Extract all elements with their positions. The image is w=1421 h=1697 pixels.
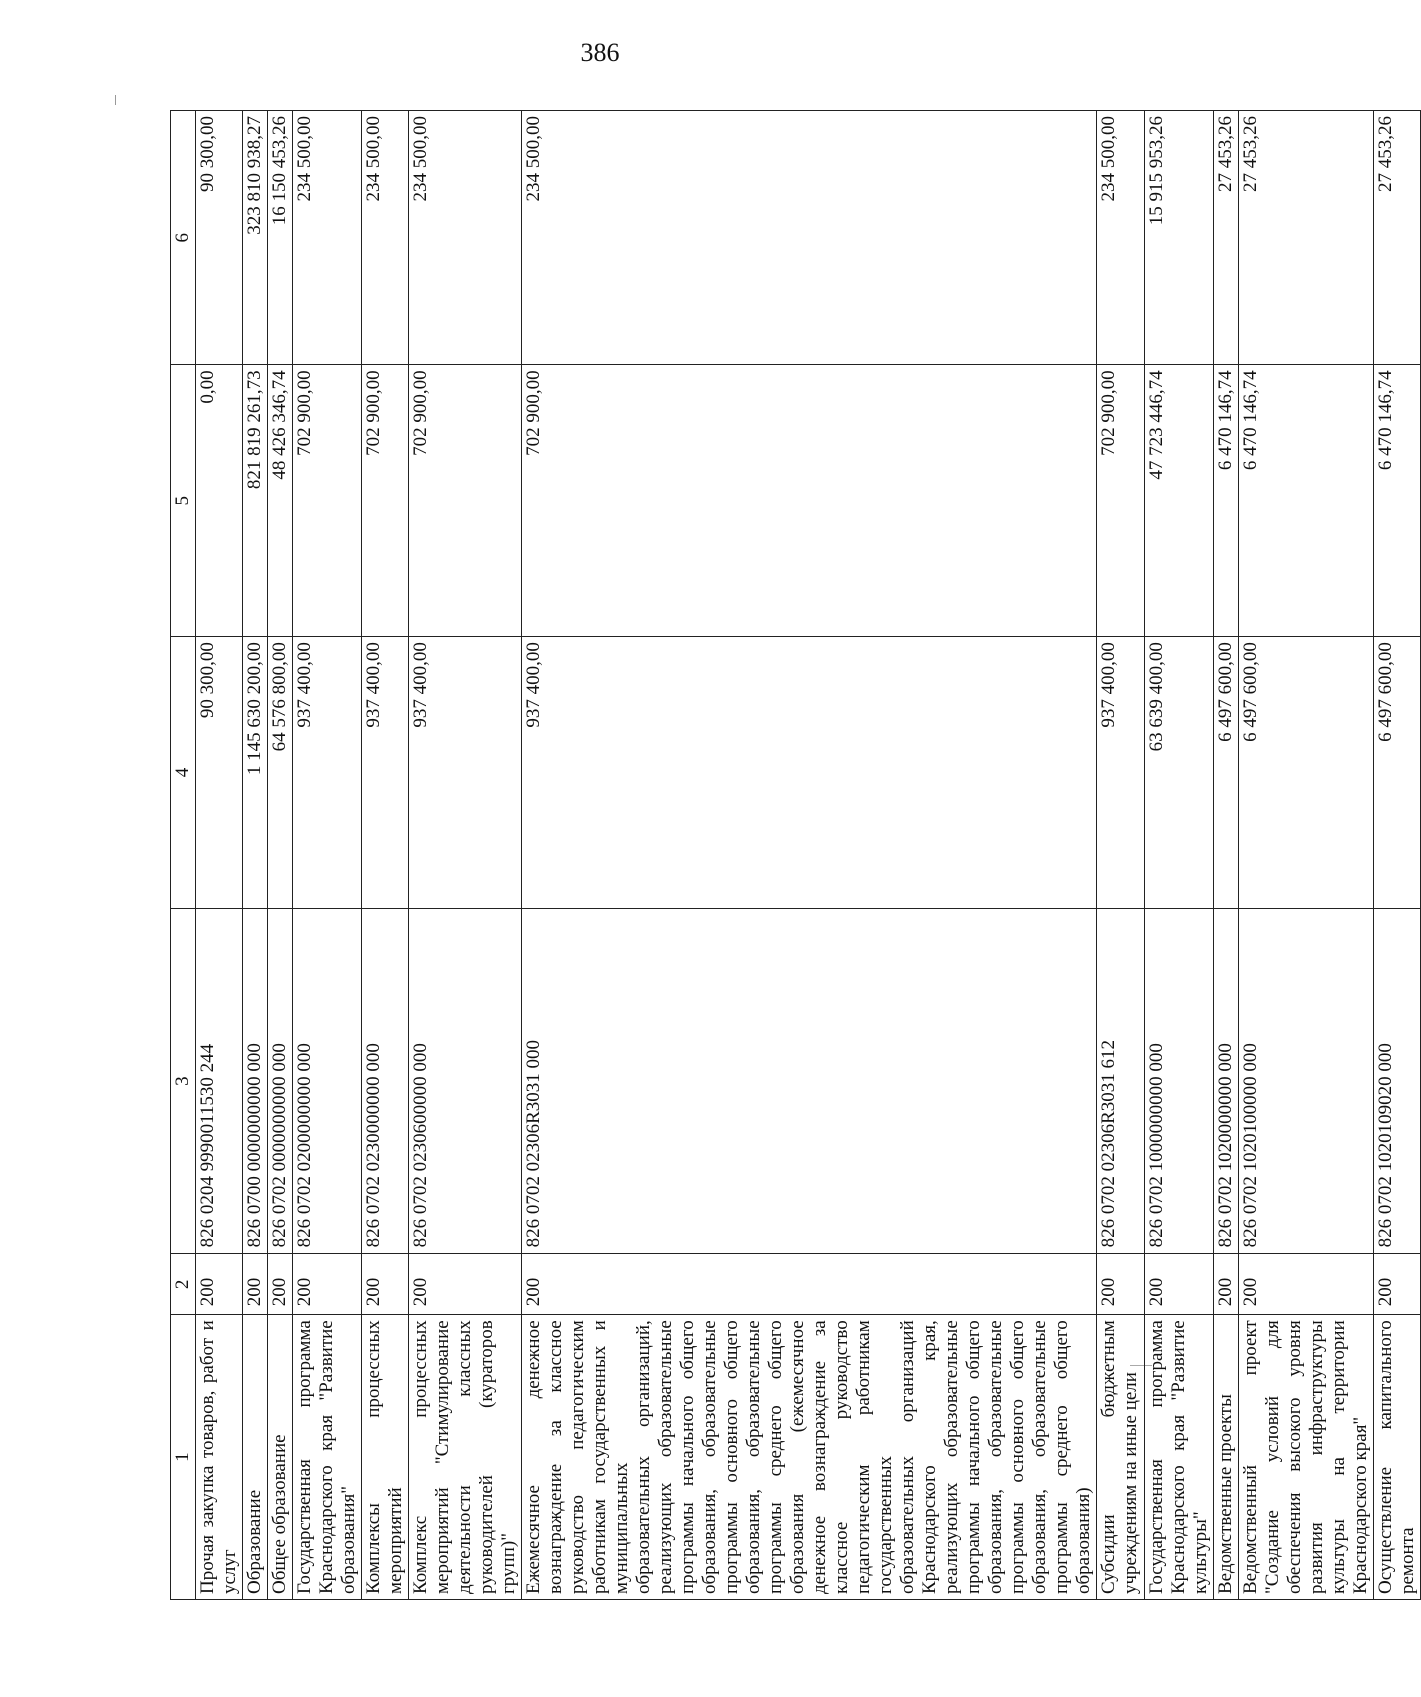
- row-code: 200: [1145, 1254, 1214, 1315]
- table-row: [243, 111, 268, 1600]
- row-value-6: 234 500,00: [362, 111, 409, 365]
- row-name: Осуществление капитального ремонта: [1374, 1315, 1421, 1600]
- row-name: Прочая закупка товаров, работ и услуг: [196, 1315, 243, 1600]
- row-value-6: 27 453,26: [1239, 111, 1374, 365]
- row-value-4: 1 145 630 200,00: [243, 637, 268, 909]
- column-header: 1: [171, 1315, 196, 1600]
- row-name: Субсидии бюджетным учреждениям на иные цели: [1097, 1315, 1145, 1600]
- row-code: 200: [522, 1254, 1097, 1315]
- table-row: [362, 111, 409, 1600]
- row-value-6: 234 500,00: [522, 111, 1097, 365]
- table-row: [409, 111, 522, 1600]
- row-classifier: 826 0702 02306R3031 612: [1097, 908, 1145, 1254]
- table-row: [196, 111, 243, 1600]
- row-name: Ведомственный проект "Создание условий для обеспечения высокого уровня развития инфраструктуры культуры на территории Краснодарского края": [1239, 1315, 1374, 1600]
- row-value-5: 702 900,00: [409, 365, 522, 637]
- row-classifier: 826 0702 1020100000 000: [1239, 908, 1374, 1254]
- row-code: 200: [409, 1254, 522, 1315]
- table-row: [1145, 111, 1214, 1600]
- row-code: 200: [243, 1254, 268, 1315]
- table-container: [170, 110, 1418, 1600]
- row-name: Общее образование: [268, 1315, 293, 1600]
- row-value-4: 937 400,00: [522, 637, 1097, 909]
- row-classifier: 826 0702 1020109020 000: [1374, 908, 1421, 1254]
- row-value-5: 6 470 146,74: [1374, 365, 1421, 637]
- table-row: [1239, 111, 1374, 1600]
- row-classifier: 826 0702 02306R3031 000: [522, 908, 1097, 1254]
- column-header: 4: [171, 637, 196, 909]
- row-classifier: 826 0702 0000000000 000: [268, 908, 293, 1254]
- row-value-5: 702 900,00: [362, 365, 409, 637]
- row-classifier: 826 0700 0000000000 000: [243, 908, 268, 1254]
- row-value-4: 63 639 400,00: [1145, 637, 1214, 909]
- row-code: 200: [196, 1254, 243, 1315]
- row-value-4: 937 400,00: [1097, 637, 1145, 909]
- header-row: [171, 111, 196, 1600]
- row-value-4: 937 400,00: [409, 637, 522, 909]
- row-code: 200: [1239, 1254, 1374, 1315]
- table-row: [1097, 111, 1145, 1600]
- row-value-4: 64 576 800,00: [268, 637, 293, 909]
- row-classifier: 826 0702 1020000000 000: [1214, 908, 1239, 1254]
- column-header: 6: [171, 111, 196, 365]
- row-value-6: 234 500,00: [293, 111, 362, 365]
- row-value-6: 27 453,26: [1374, 111, 1421, 365]
- row-value-5: 702 900,00: [293, 365, 362, 637]
- row-code: 200: [1097, 1254, 1145, 1315]
- column-header: 5: [171, 365, 196, 637]
- row-classifier: 826 0702 0230000000 000: [362, 908, 409, 1254]
- row-value-4: 6 497 600,00: [1374, 637, 1421, 909]
- row-code: 200: [1214, 1254, 1239, 1315]
- row-value-5: 702 900,00: [522, 365, 1097, 637]
- row-classifier: 826 0702 0230600000 000: [409, 908, 522, 1254]
- row-code: 200: [268, 1254, 293, 1315]
- table-row: [293, 111, 362, 1600]
- row-name: Государственная программа Краснодарского края "Развитие образования": [293, 1315, 362, 1600]
- table-row: [1214, 111, 1239, 1600]
- row-value-6: 16 150 453,26: [268, 111, 293, 365]
- row-name: Ведомственные проекты: [1214, 1315, 1239, 1600]
- row-classifier: 826 0702 0200000000 000: [293, 908, 362, 1254]
- row-code: 200: [362, 1254, 409, 1315]
- row-value-4: 937 400,00: [362, 637, 409, 909]
- row-classifier: 826 0204 9990011530 244: [196, 908, 243, 1254]
- row-name: Государственная программа Краснодарского края "Развитие культуры": [1145, 1315, 1214, 1600]
- table-row: [1374, 111, 1421, 1600]
- row-value-4: 6 497 600,00: [1239, 637, 1374, 909]
- row-name: Ежемесячное денежное вознаграждение за классное руководство педагогическим работникам государственных и муниципальных образовательных организаций, реализующих образовательные программы начального общего образования, образовательные программы основного общего образования, образовательные программы среднего общего образования (ежемесячное денежное вознаграждение за классное руководство педагогическим работникам государственных образовательных организаций Краснодарского края, реализующих образовательные программы начального общего образования, образовательные программы основного общего образования, образовательные программы среднего общего образования): [522, 1315, 1097, 1600]
- row-value-4: 90 300,00: [196, 637, 243, 909]
- row-value-4: 937 400,00: [293, 637, 362, 909]
- rotated-table-region: [170, 110, 1418, 1600]
- row-name: Комплекс процессных мероприятий "Стимулирование деятельности классных руководителей (кураторов групп)": [409, 1315, 522, 1600]
- row-value-5: 6 470 146,74: [1239, 365, 1374, 637]
- row-code: 200: [1374, 1254, 1421, 1315]
- row-value-6: 234 500,00: [409, 111, 522, 365]
- row-name: Комплексы процессных мероприятий: [362, 1315, 409, 1600]
- row-code: 200: [293, 1254, 362, 1315]
- column-header: 3: [171, 908, 196, 1254]
- row-classifier: 826 0702 1000000000 000: [1145, 908, 1214, 1254]
- row-value-5: 6 470 146,74: [1214, 365, 1239, 637]
- budget-table: [170, 110, 1421, 1600]
- table-row: [522, 111, 1097, 1600]
- row-value-5: 48 426 346,74: [268, 365, 293, 637]
- row-name: Образование: [243, 1315, 268, 1600]
- row-value-5: 821 819 261,73: [243, 365, 268, 637]
- row-value-6: 323 810 938,27: [243, 111, 268, 365]
- column-header: 2: [171, 1254, 196, 1315]
- row-value-6: 15 915 953,26: [1145, 111, 1214, 365]
- row-value-6: 27 453,26: [1214, 111, 1239, 365]
- table-row: [268, 111, 293, 1600]
- scan-mark: [115, 95, 116, 105]
- row-value-6: 234 500,00: [1097, 111, 1145, 365]
- row-value-5: 47 723 446,74: [1145, 365, 1214, 637]
- row-value-6: 90 300,00: [196, 111, 243, 365]
- row-value-4: 6 497 600,00: [1214, 637, 1239, 909]
- page-number: 386: [580, 38, 620, 67]
- row-value-5: 0,00: [196, 365, 243, 637]
- row-value-5: 702 900,00: [1097, 365, 1145, 637]
